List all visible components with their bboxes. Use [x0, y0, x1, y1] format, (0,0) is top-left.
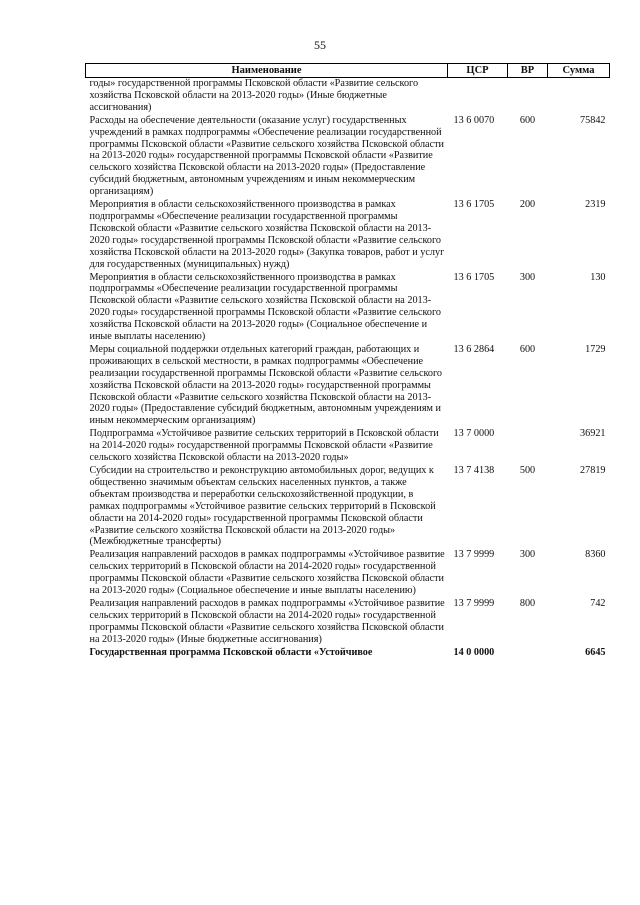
- row-sum: 75842: [580, 114, 606, 126]
- row-name: Реализация направлений расходов в рамках подпрограммы «Устойчивое развитие сельских территорий в Псковской области на 2014-2020 годы» государственной программы Псковской области «Развитие сельского хозяйства Псковской области на 2013-2020 годы» (Иные бюджетные ассигнования): [89, 597, 445, 645]
- row-vr: [508, 428, 548, 465]
- table-row: [86, 465, 610, 549]
- table-row: [86, 115, 610, 199]
- row-sum: 8360: [585, 549, 606, 561]
- row-csr: 14 0 0000: [453, 646, 495, 658]
- row-csr: 13 7 9999: [453, 549, 495, 561]
- table-row: [86, 598, 610, 647]
- row-vr: 500: [519, 465, 536, 476]
- header-vr: ВР: [508, 64, 548, 78]
- row-csr: 13 7 9999: [453, 597, 495, 609]
- row-vr: [508, 647, 548, 660]
- row-sum: 130: [590, 271, 606, 283]
- table-header-row: [86, 64, 610, 78]
- row-vr: 300: [519, 549, 536, 561]
- row-csr: 13 6 1705: [453, 199, 495, 211]
- table-row: [86, 272, 610, 344]
- row-csr: [448, 78, 508, 115]
- row-csr: 13 6 0070: [453, 114, 495, 126]
- row-vr: [508, 78, 548, 115]
- table-row: [86, 549, 610, 598]
- table-row: [86, 199, 610, 271]
- row-name: Подпрограмма «Устойчивое развитие сельских территорий в Псковской области на 2014-2020 годы» государственной программы Псковской области «Развитие сельского хозяйства Псковской области на 2013-2020 годы»: [89, 428, 439, 464]
- row-csr: 13 6 1705: [453, 271, 495, 283]
- row-csr: 13 6 2864: [453, 343, 495, 355]
- row-csr: 13 7 4138: [453, 465, 495, 476]
- row-name: Мероприятия в области сельскохозяйственного производства в рамках подпрограммы «Обеспечение реализации государственной программы Псковской области «Развитие сельского хозяйства Псковской области на 2013-2020 годы» государственной программы Псковской области «Развитие сельского хозяйства Псковской области на 2013-2020 годы» (Закупка товаров, работ и услуг для государственных (муниципальных) нужд): [89, 199, 445, 270]
- row-csr: 13 7 0000: [453, 428, 495, 440]
- row-vr: 800: [519, 597, 536, 609]
- page-number: 55: [314, 38, 326, 52]
- row-name: Расходы на обеспечение деятельности (оказание услуг) государственных учреждений в рамках подпрограммы «Обеспечение реализации государственной программы Псковской области «Развитие сельского хозяйства Псковской области на 2013-2020 годы» государственной программы Псковской области «Развитие сельского хозяйства Псковской области на 2013-2020 годы» (Предоставление субсидий бюджетным, автономным учреждениям и иным некоммерческим организациям): [89, 114, 445, 198]
- header-csr: ЦСР: [448, 64, 508, 78]
- table-row: [86, 344, 610, 428]
- row-sum: 36921: [580, 428, 606, 440]
- row-sum: 742: [590, 597, 606, 609]
- row-sum: 1729: [585, 343, 606, 355]
- row-sum: 27819: [580, 465, 606, 476]
- row-vr: 300: [519, 271, 536, 283]
- budget-table: [85, 63, 610, 660]
- table-row: [86, 428, 610, 465]
- row-name: Меры социальной поддержки отдельных категорий граждан, работающих и проживающих в сельской местности, в рамках подпрограммы «Обеспечение реализации государственной программы Псковской области «Развитие сельского хозяйства Псковской области на 2013-2020 годы» государственной программы Псковской области «Развитие сельского хозяйства Псковской области на 2013-2020 годы» (Предоставление субсидий бюджетным, автономным учреждениям и иным некоммерческим организациям): [89, 343, 443, 427]
- row-name: годы» государственной программы Псковской области «Развитие сельского хозяйства Псковской области на 2013-2020 годы» (Иные бюджетные ассигнования): [89, 78, 419, 113]
- header-sum: Сумма: [548, 64, 610, 78]
- table-row: [86, 647, 610, 660]
- row-name: Мероприятия в области сельскохозяйственного производства в рамках подпрограммы «Обеспечение реализации государственной программы Псковской области «Развитие сельского хозяйства Псковской области на 2013-2020 годы» государственной программы Псковской области «Развитие сельского хозяйства Псковской области на 2013-2020 годы» (Социальное обеспечение и иные выплаты населению): [89, 271, 441, 343]
- row-name: Реализация направлений расходов в рамках подпрограммы «Устойчивое развитие сельских территорий в Псковской области на 2014-2020 годы» государственной программы Псковской области «Развитие сельского хозяйства Псковской области на 2013-2020 годы» (Социальное обеспечение и иные выплаты населению): [89, 549, 445, 597]
- row-vr: 600: [519, 343, 536, 355]
- row-name: Государственная программа Псковской области «Устойчивое: [89, 646, 373, 658]
- row-sum: [548, 78, 610, 115]
- row-vr: 600: [519, 114, 536, 126]
- table-row: [86, 78, 610, 115]
- row-sum: 2319: [585, 199, 606, 211]
- row-vr: 200: [519, 199, 536, 211]
- row-name: Субсидии на строительство и реконструкцию автомобильных дорог, ведущих к общественно значимым объектам сельских населенных пунктов, а также объектам производства и переработки сельскохозяйственной продукции, в рамках подпрограммы «Устойчивое развитие сельских территорий в Псковской области на 2014-2020 годы» государственной программы Псковской области «Развитие сельского хозяйства Псковской области на 2013-2020 годы» (Межбюджетные трансферты): [89, 465, 436, 548]
- row-sum: 6645: [585, 646, 606, 658]
- header-name: Наименование: [86, 64, 448, 78]
